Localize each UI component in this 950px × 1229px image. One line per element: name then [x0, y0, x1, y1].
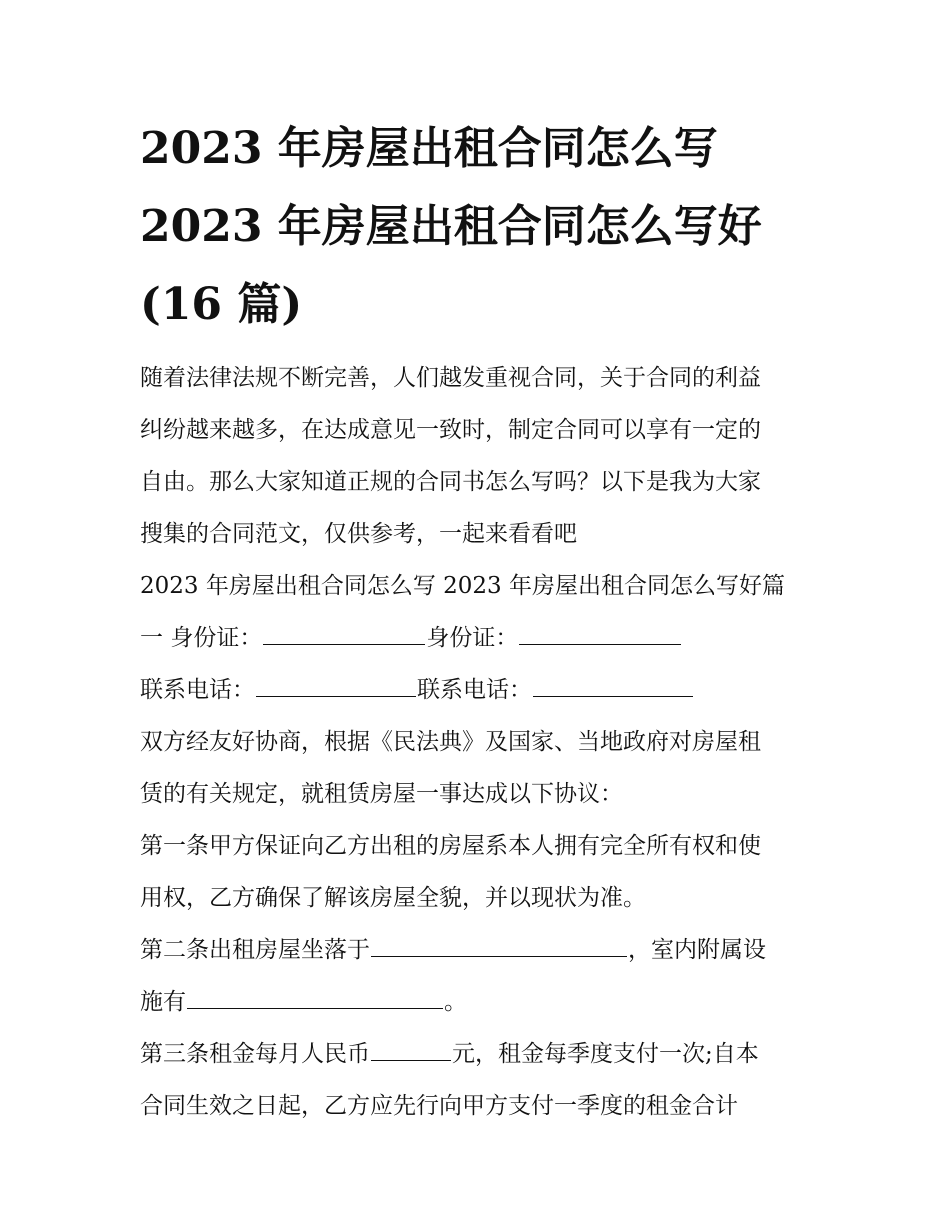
article-3-line: 合同生效之日起，乙方应先行向甲方支付一季度的租金合计	[140, 1093, 738, 1119]
article-2-text: ，室内附属设	[628, 937, 766, 963]
agreement-line: 赁的有关规定，就租赁房屋一事达成以下协议：	[140, 781, 623, 807]
agreement-line: 双方经友好协商，根据《民法典》及国家、当地政府对房屋租	[140, 729, 761, 755]
article-2-line	[140, 976, 820, 1028]
id-card-line	[140, 612, 820, 664]
article-2-line	[140, 924, 820, 976]
title-line: 2023 年房屋出租合同怎么写	[140, 123, 718, 174]
id-card-label-party-a: 身份证：	[170, 625, 263, 651]
id-card-blank-party-a	[263, 622, 425, 645]
intro-line: 自由。那么大家知道正规的合同书怎么写吗？以下是我为大家	[140, 469, 761, 495]
phone-label-party-b: 联系电话：	[417, 677, 532, 703]
monthly-rent-blank	[371, 1038, 451, 1061]
document-title	[140, 110, 830, 344]
id-card-blank-party-b	[519, 622, 681, 645]
facilities-blank	[187, 986, 443, 1009]
article-2-text: 第二条出租房屋坐落于	[140, 937, 370, 963]
intro-line: 随着法律法规不断完善，人们越发重视合同，关于合同的利益	[140, 365, 761, 391]
section-heading-line: 2023 年房屋出租合同怎么写 2023 年房屋出租合同怎么写好篇	[140, 573, 785, 599]
article-1-line: 用权，乙方确保了解该房屋全貌，并以现状为准。	[140, 885, 646, 911]
article-3-line	[140, 1028, 820, 1080]
intro-line: 搜集的合同范文，仅供参考，一起来看看吧	[140, 521, 577, 547]
phone-blank-party-a	[256, 674, 416, 697]
article-2-text: 。	[444, 989, 467, 1015]
article-3-text: 第三条租金每月人民币	[140, 1041, 370, 1067]
intro-line: 纠纷越来越多，在达成意见一致时，制定合同可以享有一定的	[140, 417, 761, 443]
article-1-line: 第一条甲方保证向乙方出租的房屋系本人拥有完全所有权和使	[140, 833, 761, 859]
article-3-text: 元，租金每季度支付一次;自本	[452, 1041, 759, 1067]
title-line: 2023 年房屋出租合同怎么写好	[140, 201, 762, 252]
house-location-blank	[371, 934, 627, 957]
id-card-label-party-b: 身份证：	[426, 625, 519, 651]
section-heading-suffix: 一	[140, 625, 163, 651]
phone-label-party-a: 联系电话：	[140, 677, 255, 703]
document-body	[140, 352, 820, 1132]
phone-blank-party-b	[533, 674, 693, 697]
article-2-text: 施有	[140, 989, 186, 1015]
phone-line	[140, 664, 820, 716]
title-line: (16 篇)	[140, 279, 303, 330]
